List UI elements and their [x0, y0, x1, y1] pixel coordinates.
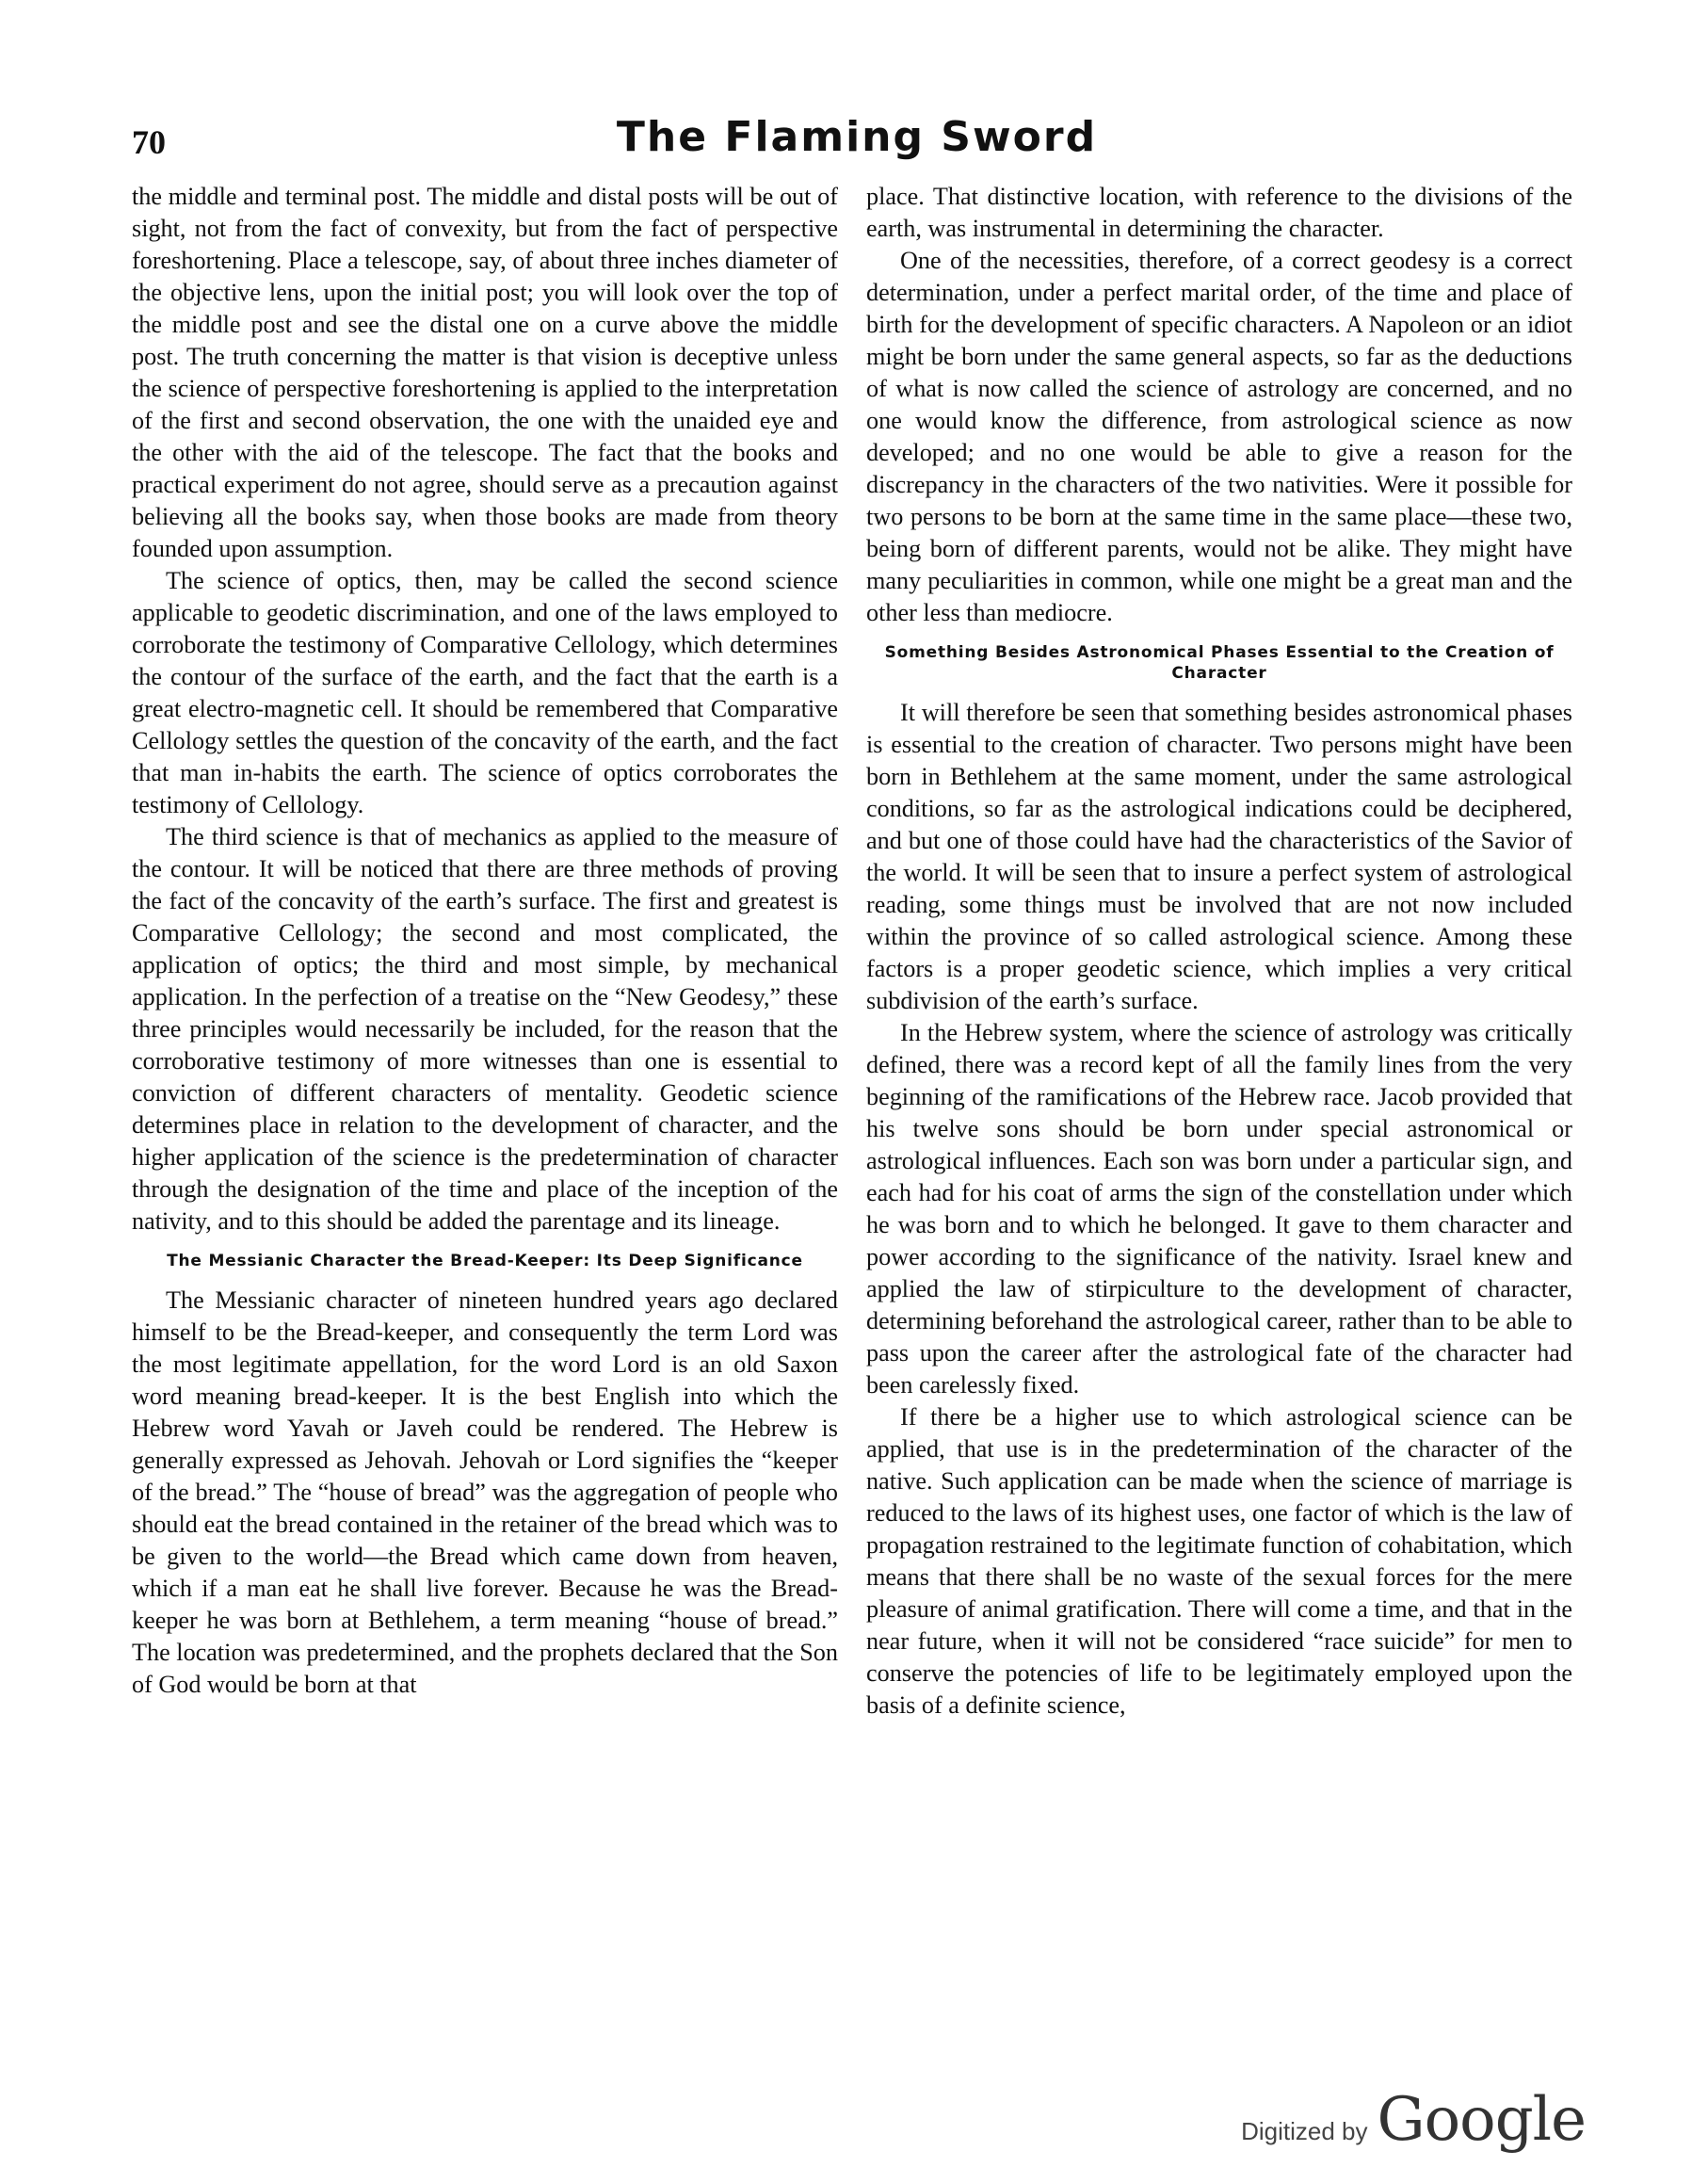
paragraph: In the Hebrew system, where the science of astrology was critically defined, there was a record kept of all the family lines from the very beginning of the ramifications of the Hebrew race. Jacob provided that his twelve sons should be born under special astronomical or astrological influences. Each son was born under a particular sign, and each had for his coat of arms the sign of the constellation under which he was born and to which he belonged. It gave to them character and power according to the significance of the nativity. Israel knew and applied the law of stirpiculture to the development of character, determining beforehand the astrological career, rather than to be able to pass upon the career after the astrological fate of the character had been carelessly fixed.: [866, 1019, 1572, 1399]
paragraph: The third science is that of mechanics as applied to the measure of the contour. It will be noticed that there are three methods of proving the fact of the concavity of the earth’s surface. The first and greatest is Comparative Cellology; the second and most complicated, the application of optics; the third and most simple, by mechanical application. In the perfection of a treatise on the “New Geodesy,” these three principles would necessarily be included, for the reason that the corroborative testimony of more witnesses than one is essential to conviction of different characters of mentality. Geodetic science determines place in relation to the development of character, and the higher application of the science is the predetermination of character through the designation of the time and place of the inception of the nativity, and to this should be added the parentage and its lineage.: [132, 823, 838, 1235]
digitized-by-label: Digitized by: [1241, 2117, 1368, 2145]
page-header: [132, 113, 1582, 170]
paragraph: If there be a higher use to which astrological science can be applied, that use is in the predetermination of the character of the native. Such application can be made when the science of marriage is reduced to the laws of its highest uses, one factor of which is the law of propagation restrained to the legitimate function of cohabitation, which means that there shall be no waste of the sexual forces for the mere pleasure of animal gratification. There will come a time, and that in the near future, when it will not be considered “race suicide” for men to conserve the potencies of life to be legitimately employed upon the basis of a definite science,: [866, 1403, 1572, 1719]
section-subheading: Something Besides Astronomical Phases Essential to the Creation of Character: [884, 643, 1555, 683]
left-column: [132, 181, 838, 1701]
paragraph: One of the necessities, therefore, of a correct geodesy is a correct determination, under a perfect marital order, of the time and place of birth for the development of specific characters. A Napoleon or an idiot might be born under the same general aspects, so far as the deductions of what is now called the science of astrology are concerned, and no one would know the difference, from astrological science as now developed; and no one would be able to give a reason for the discrepancy in the characters of the two nativities. Were it possible for two persons to be born at the same time in the same place—these two, being born of different parents, would not be alike. They might have many peculiarities in common, while one might be a great man and the other less than mediocre.: [866, 247, 1572, 626]
paragraph: The Messianic character of nineteen hundred years ago declared himself to be the Bread-keeper, and consequently the term Lord was the most legitimate appellation, for the word Lord is an old Saxon word meaning bread-keeper. It is the best English into which the Hebrew word Yavah or Javeh could be rendered. The Hebrew is generally expressed as Jehovah. Jehovah or Lord signifies the “keeper of the bread.” The “house of bread” was the aggregation of people who should eat the bread contained in the retainer of the bread which was to be given to the world—the Bread which came down from heaven, which if a man eat he shall live forever. Because he was the Bread-keeper he was born at Bethlehem, a term meaning “house of bread.” The location was predetermined, and the prophets declared that the Son of God would be born at that: [132, 1286, 838, 1698]
google-logo: Google: [1377, 2085, 1586, 2155]
paragraph: place. That distinctive location, with reference to the divisions of the earth, was instrumental in determining the character.: [866, 183, 1572, 242]
paragraph: the middle and terminal post. The middle and distal posts will be out of sight, not from the fact of convexity, but from the fact of perspective foreshortening. Place a telescope, say, of about three inches diameter of the objective lens, upon the initial post; you will look over the top of the middle post and see the distal one on a curve above the middle post. The truth concerning the matter is that vision is deceptive unless the science of perspective foreshortening is applied to the interpretation of the first and second observation, the one with the unaided eye and the other with the aid of the telescope. The fact that the books and practical experiment do not agree, should serve as a precaution against believing all the books say, when those books are made from theory founded upon assumption.: [132, 183, 838, 562]
paragraph: It will therefore be seen that something besides astronomical phases is essential to the creation of character. Two persons might have been born in Bethlehem at the same moment, under the same astrological conditions, so far as the astrological indications could be deciphered, and but one of those could have had the characteristics of the Savior of the world. It will be seen that to insure a perfect system of astrological reading, some things must be involved that are not now included within the province of so called astrological science. Among these factors is a proper geodetic science, which implies a very critical subdivision of the earth’s surface.: [866, 699, 1572, 1014]
right-column: [866, 181, 1572, 1722]
paragraph: The science of optics, then, may be called the second science applicable to geodetic discrimination, and one of the laws employed to corroborate the testimony of Comparative Cellology, which determines the contour of the surface of the earth, and the fact that the earth is a great electro-magnetic cell. It should be remembered that Comparative Cellology settles the question of the concavity of the earth, and the fact that man in-habits the earth. The science of optics corroborates the testimony of Cellology.: [132, 567, 838, 818]
digitization-watermark: [1241, 2085, 1586, 2155]
section-subheading: The Messianic Character the Bread-Keeper: Its Deep Significance: [167, 1252, 803, 1270]
running-title: The Flaming Sword: [616, 113, 1098, 161]
page-number: 70: [132, 123, 166, 161]
